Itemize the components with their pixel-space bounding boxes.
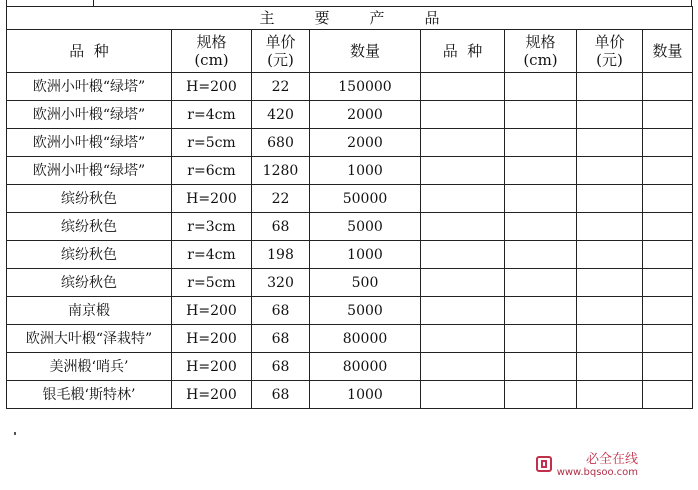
empty-cell [643, 129, 693, 157]
empty-cell [577, 129, 643, 157]
cell-price: 68 [252, 213, 310, 241]
empty-cell [421, 269, 505, 297]
title-char: 产 [369, 9, 385, 27]
cell-spec: r=3cm [172, 213, 252, 241]
table-row [7, 73, 693, 101]
empty-cell [577, 185, 643, 213]
empty-cell [643, 185, 693, 213]
cell-price: 680 [252, 129, 310, 157]
empty-cell [505, 157, 577, 185]
table-row [7, 101, 693, 129]
watermark-name: 必全在线 [586, 452, 639, 467]
cell-variety: 欧洲小叶椴“绿塔” [7, 73, 172, 101]
empty-cell [505, 241, 577, 269]
cell-spec: H=200 [172, 353, 252, 381]
site-watermark [536, 452, 638, 476]
empty-cell [577, 269, 643, 297]
header-spec: 规格 (cm) [172, 30, 252, 73]
cell-variety: 缤纷秋色 [7, 213, 172, 241]
cell-quantity: 5000 [310, 297, 421, 325]
header-variety-right: 品 种 [421, 30, 505, 73]
empty-cell [421, 185, 505, 213]
table-row [7, 325, 693, 353]
empty-cell [643, 269, 693, 297]
cell-variety: 缤纷秋色 [7, 241, 172, 269]
cell-quantity: 150000 [310, 73, 421, 101]
empty-cell [577, 73, 643, 101]
empty-cell [421, 129, 505, 157]
empty-cell [577, 325, 643, 353]
table-row [7, 129, 693, 157]
cell-variety: 欧洲大叶椴“泽栽特” [7, 325, 172, 353]
cell-spec: H=200 [172, 73, 252, 101]
cell-price: 68 [252, 297, 310, 325]
empty-cell [421, 325, 505, 353]
table-body [7, 73, 693, 409]
cell-quantity: 500 [310, 269, 421, 297]
empty-cell [577, 297, 643, 325]
cell-price: 1280 [252, 157, 310, 185]
empty-cell [643, 73, 693, 101]
empty-cell [421, 241, 505, 269]
title-char: 主 [259, 9, 275, 27]
cell-spec: r=4cm [172, 241, 252, 269]
empty-cell [421, 157, 505, 185]
table-row [7, 241, 693, 269]
table-row [7, 381, 693, 409]
cell-price: 22 [252, 73, 310, 101]
empty-cell [577, 381, 643, 409]
cell-price: 68 [252, 325, 310, 353]
header-price-right: 单价 (元) [577, 30, 643, 73]
empty-cell [421, 297, 505, 325]
cell-quantity: 2000 [310, 129, 421, 157]
empty-cell [577, 241, 643, 269]
empty-cell [643, 101, 693, 129]
cell-quantity: 1000 [310, 157, 421, 185]
empty-cell [505, 325, 577, 353]
cell-variety: 缤纷秋色 [7, 269, 172, 297]
table-row [7, 213, 693, 241]
cell-quantity: 5000 [310, 213, 421, 241]
cell-quantity: 2000 [310, 101, 421, 129]
table-row [7, 269, 693, 297]
cell-spec: H=200 [172, 325, 252, 353]
cell-spec: r=5cm [172, 129, 252, 157]
empty-cell [421, 213, 505, 241]
cell-price: 198 [252, 241, 310, 269]
watermark-url: www.bqsoo.com [556, 467, 639, 478]
empty-cell [505, 269, 577, 297]
empty-cell [505, 213, 577, 241]
empty-cell [643, 381, 693, 409]
cell-quantity: 1000 [310, 241, 421, 269]
cell-price: 68 [252, 353, 310, 381]
empty-cell [643, 157, 693, 185]
table-title-row [7, 7, 693, 30]
empty-cell [421, 353, 505, 381]
empty-cell [421, 101, 505, 129]
main-products-table [6, 6, 693, 409]
table-row [7, 157, 693, 185]
empty-cell [505, 381, 577, 409]
cell-quantity: 80000 [310, 325, 421, 353]
header-quantity-right: 数量 [643, 30, 693, 73]
title-char: 品 [424, 9, 440, 27]
cell-quantity: 1000 [310, 381, 421, 409]
watermark-text [556, 452, 638, 479]
cell-price: 320 [252, 269, 310, 297]
empty-cell [643, 353, 693, 381]
cell-spec: H=200 [172, 185, 252, 213]
cell-variety: 银毛椴‘斯特林’ [7, 381, 172, 409]
cell-variety: 欧洲小叶椴“绿塔” [7, 129, 172, 157]
empty-cell [505, 129, 577, 157]
cell-spec: r=5cm [172, 269, 252, 297]
cell-variety: 欧洲小叶椴“绿塔” [7, 101, 172, 129]
cell-spec: H=200 [172, 381, 252, 409]
scan-speck [14, 432, 16, 435]
header-quantity: 数量 [310, 30, 421, 73]
cell-spec: H=200 [172, 297, 252, 325]
cell-variety: 南京椴 [7, 297, 172, 325]
empty-cell [505, 297, 577, 325]
header-spec-right: 规格 (cm) [505, 30, 577, 73]
empty-cell [577, 353, 643, 381]
table-row [7, 353, 693, 381]
empty-cell [505, 185, 577, 213]
bqsoo-logo-icon [536, 456, 552, 472]
table-row [7, 185, 693, 213]
table-title [7, 7, 693, 30]
table-row [7, 297, 693, 325]
cell-quantity: 50000 [310, 185, 421, 213]
title-char: 要 [314, 9, 330, 27]
table-header-row [7, 30, 693, 73]
cell-variety: 美洲椴‘哨兵’ [7, 353, 172, 381]
empty-cell [577, 213, 643, 241]
cell-variety: 欧洲小叶椴“绿塔” [7, 157, 172, 185]
cell-variety: 缤纷秋色 [7, 185, 172, 213]
empty-cell [421, 381, 505, 409]
cell-price: 68 [252, 381, 310, 409]
header-price: 单价 (元) [252, 30, 310, 73]
empty-cell [643, 213, 693, 241]
cell-quantity: 80000 [310, 353, 421, 381]
cell-spec: r=4cm [172, 101, 252, 129]
header-variety: 品 种 [7, 30, 172, 73]
cell-price: 22 [252, 185, 310, 213]
empty-cell [643, 241, 693, 269]
empty-cell [421, 73, 505, 101]
empty-cell [505, 73, 577, 101]
empty-cell [577, 157, 643, 185]
empty-cell [643, 297, 693, 325]
empty-cell [505, 353, 577, 381]
empty-cell [577, 101, 643, 129]
empty-cell [505, 101, 577, 129]
cell-spec: r=6cm [172, 157, 252, 185]
empty-cell [643, 325, 693, 353]
cell-price: 420 [252, 101, 310, 129]
